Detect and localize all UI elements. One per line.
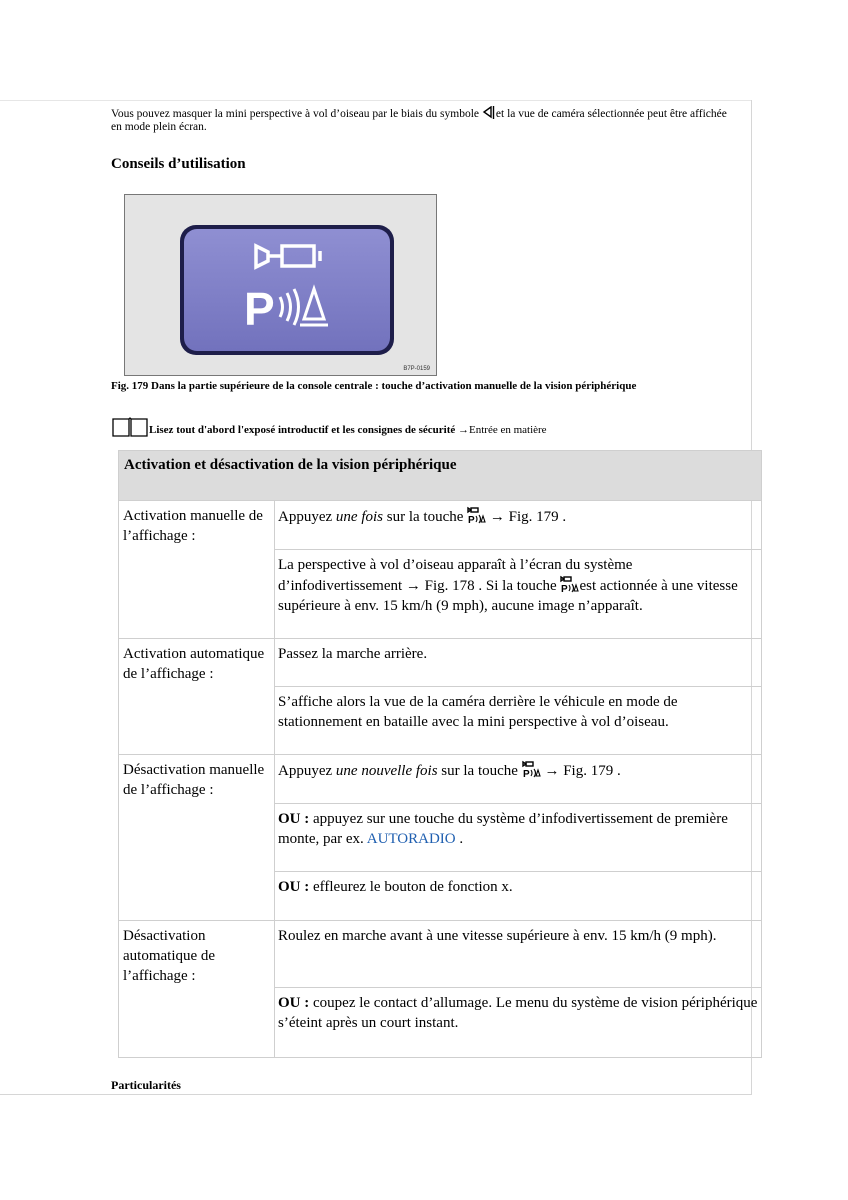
read-note [111, 416, 547, 438]
intro-paragraph [111, 106, 736, 134]
row4-cell2: OU : coupez le contact d’allumage. Le menu du système de vision périphérique s’éteint après un court instant. [278, 995, 758, 1031]
svg-text:P: P [468, 515, 475, 524]
camera-parking-icon [184, 229, 390, 351]
frame-top-border [0, 100, 752, 101]
read-note-arrow: → [458, 424, 469, 436]
read-note-bold: Lisez tout d'abord l'exposé introductif et les consignes de sécurité [149, 424, 456, 436]
figure-caption: Fig. 179 Dans la partie supérieure de la console centrale : touche d’activation manuelle de la vision périphérique [111, 380, 637, 392]
book-icon [111, 416, 149, 438]
row-label-auto-deactivation: Désactivation automatique de l’affichage : [123, 928, 216, 984]
frame-bottom-border [0, 1094, 752, 1095]
intro-text-before: Vous pouvez masquer la mini perspective à vol d’oiseau par le biais du symbole [111, 108, 480, 120]
row4-cell1: Roulez en marche avant à une vitesse supérieure à env. 15 km/h (9 mph). [278, 928, 717, 944]
hide-minimap-icon [482, 106, 496, 119]
surround-view-key-icon [467, 506, 486, 524]
row2-cell1: Passez la marche arrière. [278, 646, 428, 662]
row2-cell2: S’affiche alors la vue de la caméra derrière le véhicule en mode de stationnement en bataille avec la mini perspective à vol d’oiseau. [278, 694, 678, 730]
next-section-title: Particularités [111, 1078, 181, 1092]
row3-cell1: Appuyez une nouvelle fois sur la touche P → Fig. 179 . [278, 760, 760, 781]
autoradio-link[interactable]: AUTORADIO [366, 831, 456, 847]
row-label-manual-deactivation: Désactivation manuelle de l’affichage : [123, 762, 265, 798]
row-label-manual-activation: Activation manuelle de l’affichage : [123, 508, 263, 544]
table-header [119, 451, 761, 501]
table-title: Activation et désactivation de la vision périphérique [124, 457, 457, 473]
image-code: B7P-0159 [403, 366, 430, 372]
row1-cell1: Appuyez une fois sur la touche P → Fig. 179 . [278, 506, 760, 527]
read-note-link[interactable]: Entrée en matière [469, 424, 547, 436]
surround-view-button-illustration [180, 225, 394, 355]
row3-cell3: OU : effleurez le bouton de fonction x. [278, 879, 513, 895]
surround-view-key-icon [560, 575, 579, 593]
surround-view-key-icon [522, 760, 541, 778]
row-label-auto-activation: Activation automatique de l’affichage : [123, 646, 265, 682]
row1-cell2: La perspective à vol d’oiseau apparaît à l’écran du système d’infodivertissement → Fig. 178 . Si la touche P est actionnée à une vitesse supérieure à env. 15 km/h (9 mph), aucune image n’apparaît. [278, 557, 738, 614]
intro-text-after: et la vue de caméra sélectionnée peut être affichée en mode plein écran. [111, 108, 727, 133]
section-title: Conseils d’utilisation [111, 156, 246, 172]
svg-text:P: P [561, 584, 569, 593]
svg-text:P: P [522, 769, 530, 778]
svg-text:P: P [244, 283, 275, 335]
figure-image [124, 194, 437, 376]
row3-cell2: OU : appuyez sur une touche du système d’infodivertissement de première monte, par ex. AUTORADIO . [278, 811, 728, 847]
activation-table [118, 450, 762, 1058]
